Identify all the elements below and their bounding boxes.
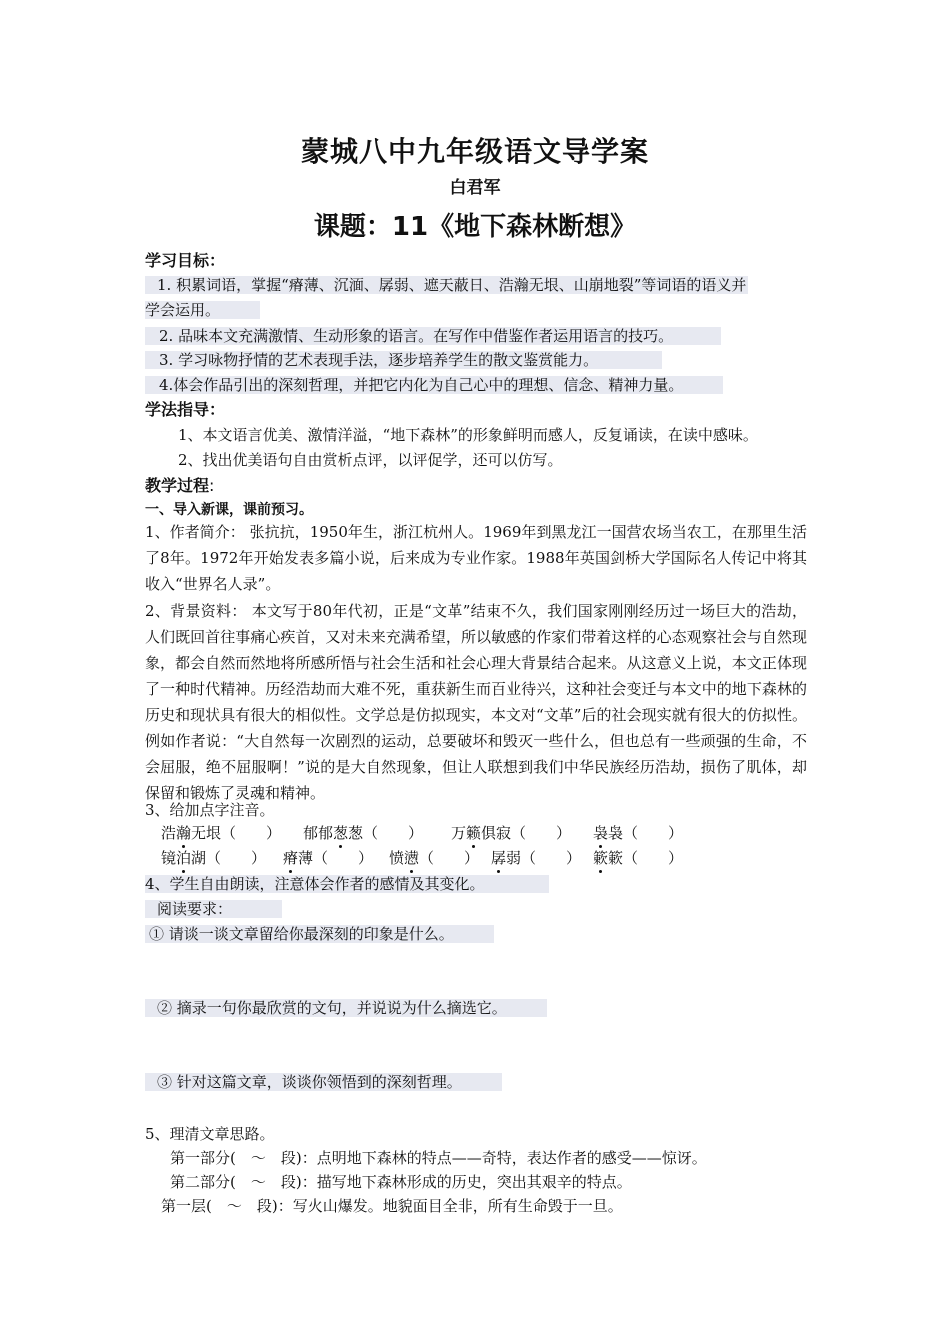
objective-3: 3. 学习咏物抒情的艺术表现手法，逐步培养学生的散文鉴赏能力。 — [145, 350, 662, 370]
objective-4: 4.体会作品引出的深刻哲理，并把它内化为自己心中的理想、信念、精神力量。 — [145, 375, 723, 395]
process-heading: 教学过程: — [145, 476, 215, 495]
reading-requirement-1: ① 请谈一谈文章留给你最深刻的印象是什么。 — [145, 924, 494, 944]
author-intro: 1、作者简介： 张抗抗，1950年生，浙江杭州人。1969年到黑龙江一国营农场当农工，在那里生活了8年。1972年开始发表多篇小说，后来成为专业作家。1988年英国剑桥大学国际名人传记中将其收入“世界名人录”。 — [145, 523, 807, 593]
structure-part-2: 第二部分( ～ 段)：描写地下森林形成的历史，突出其艰辛的特点。 — [170, 1173, 632, 1191]
objective-1-line-2: 学会运用。 — [145, 300, 260, 320]
pinyin-word: 瘠薄（ ） — [283, 849, 374, 867]
pinyin-row-1 — [161, 823, 683, 843]
pinyin-heading: 3、给加点字注音。 — [145, 801, 275, 819]
objectives-heading: 学习目标： — [145, 251, 226, 270]
pinyin-word: 袅袅（ ） — [593, 824, 684, 842]
method-2: 2、找出优美语句自由赏析点评，以评促学，还可以仿写。 — [178, 451, 563, 469]
pinyin-word: 愤懑（ ） — [389, 849, 480, 867]
reading-requirement-2: ② 摘录一句你最欣赏的文句，并说说为什么摘选它。 — [145, 998, 547, 1018]
section-1-heading: 一、导入新课，课前预习。 — [145, 502, 313, 518]
method-1: 1、本文语言优美、激情洋溢，“地下森林”的形象鲜明而感人，反复诵读，在读中感味。 — [178, 426, 758, 444]
pinyin-word: 镜泊湖（ ） — [161, 849, 267, 867]
objective-2: 2. 品味本文充满激情、生动形象的语言。在写作中借鉴作者运用语言的技巧。 — [145, 326, 721, 346]
background-info: 2、背景资料： 本文写于80年代初，正是“文革”结束不久，我们国家刚刚经历过一场巨大的浩劫，人们既回首往事痛心疾首，又对未来充满希望，所以敏感的作家们带着这样的心态观察社会与自然现象，都会自然而然地将所感所悟与社会生活和社会心理大背景结合起来。从这意义上说，本文正体现了一种时代精神。历经浩劫而大难不死，重获新生而百业待兴，这种社会变迁与本文中的地下森林的历史和现状具有很大的相似性。文学总是仿拟现实，本文对“文革”后的社会现实就有很大的仿拟性。例如作者说：“大自然每一次剧烈的运动，总要破坏和毁灭一些什么，但也总有一些顽强的生命，不会屈服，绝不屈服啊！”说的是大自然现象，但让人联想到我们中华民族经历浩劫，损伤了肌体，却保留和锻炼了灵魂和精神。 — [145, 602, 807, 802]
pinyin-word: 浩瀚无垠（ ） — [161, 824, 282, 842]
pinyin-word: 孱弱（ ） — [491, 849, 582, 867]
method-heading: 学法指导： — [145, 400, 226, 419]
reading-requirement-3: ③ 针对这篇文章，谈谈你领悟到的深刻哲理。 — [145, 1072, 502, 1092]
pinyin-row-2 — [161, 848, 683, 868]
document-title: 蒙城八中九年级语文导学案 — [300, 135, 649, 168]
structure-heading: 5、理清文章思路。 — [145, 1125, 275, 1143]
pinyin-word: 簌簌（ ） — [593, 849, 684, 867]
pinyin-word: 万籁俱寂（ ） — [451, 824, 572, 842]
pinyin-word: 郁郁葱葱（ ） — [303, 824, 424, 842]
structure-layer-1: 第一层( ～ 段)：写火山爆发。地貌面目全非，所有生命毁于一旦。 — [161, 1197, 623, 1215]
objective-1-line-1: 1. 积累词语，掌握“瘠薄、沉湎、孱弱、遮天蔽日、浩瀚无垠、山崩地裂”等词语的语义并 — [145, 275, 748, 295]
author-name: 白君军 — [449, 178, 501, 198]
structure-part-1: 第一部分( ～ 段)：点明地下森林的特点——奇特，表达作者的感受——惊讶。 — [170, 1149, 707, 1167]
reading-intro: 4、学生自由朗读，注意体会作者的感情及其变化。 — [145, 874, 549, 894]
lesson-title: 课题：11《地下森林断想》 — [313, 212, 637, 242]
reading-requirements-label: 阅读要求： — [145, 899, 282, 919]
